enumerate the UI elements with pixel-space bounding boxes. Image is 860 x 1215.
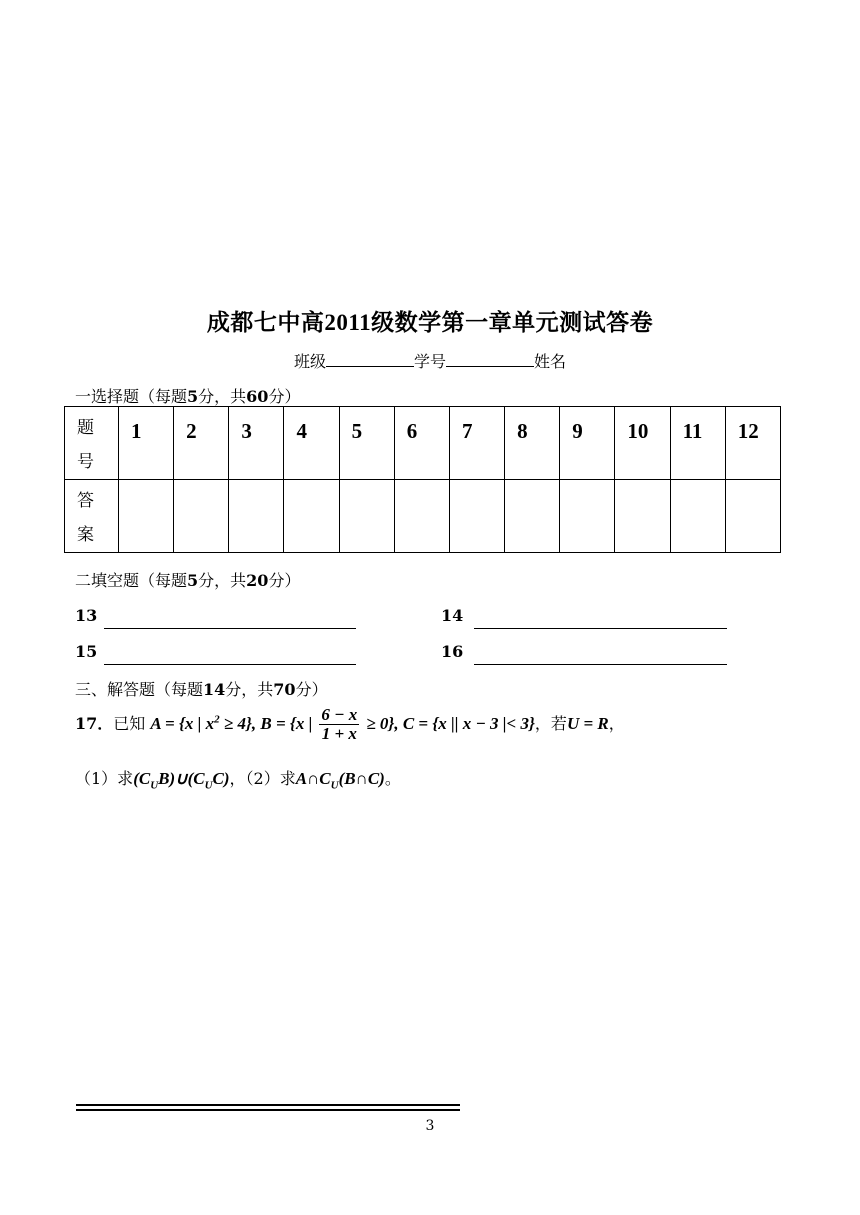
number-blank[interactable] (446, 352, 534, 367)
question-number-cell: 3 (229, 407, 284, 480)
question-17-number: 17． (75, 714, 114, 733)
row-head-number: 题 号 (65, 407, 119, 480)
question-number-cell: 12 (725, 407, 780, 480)
answer-cell[interactable] (229, 480, 284, 553)
number-label: 学号 (413, 352, 446, 371)
question-number-cell: 8 (505, 407, 560, 480)
question-number-row (65, 407, 781, 480)
question-number-cell: 11 (670, 407, 725, 480)
section-solve-heading: 三、解答题（每题14分，共70分） (75, 680, 328, 699)
answer-cell[interactable] (615, 480, 670, 553)
question-number-cell: 6 (394, 407, 449, 480)
answer-cell[interactable] (174, 480, 229, 553)
answer-cell[interactable] (284, 480, 339, 553)
page-title: 成都七中高2011级数学第一章单元测试答卷 (206, 310, 654, 335)
fill-blank-13[interactable] (104, 628, 356, 629)
fraction: $\frac{6 - x}{1 + x}$ (321, 705, 358, 743)
part2-expression: $A\cap C_U(B\cap C)$ (295, 769, 385, 792)
set-definitions: A = {x | $x^2 \ge 4$}, B = {x | (150, 713, 313, 733)
fill-blank-14[interactable] (474, 628, 727, 629)
fill-number-14: 14 (441, 606, 464, 625)
question-number-cell: 7 (449, 407, 504, 480)
footer-rule-top (76, 1104, 460, 1106)
question-number-cell: 10 (615, 407, 670, 480)
answer-row (65, 480, 781, 553)
fill-blank-16[interactable] (474, 664, 727, 665)
question-number-cell: 9 (560, 407, 615, 480)
answer-cell[interactable] (560, 480, 615, 553)
footer-rule-bottom (76, 1109, 460, 1111)
section-choice-heading: 一选择题（每题5分，共60分） (75, 387, 301, 406)
answer-cell[interactable] (119, 480, 174, 553)
student-info-line (0, 349, 860, 372)
fill-blank-15[interactable] (104, 664, 356, 665)
name-label: 姓名 (534, 352, 567, 371)
part1-expression: $(C_UB)\cup(C_UC)$ (133, 769, 230, 792)
answer-cell[interactable] (670, 480, 725, 553)
question-17: 17．已知 A = {x | $x^2 \ge 4$}, B = {x | $\frac{6 - x}{1 + x}$ ≥ 0}, C = {x || x − 3 |< 3}，若U = R， (75, 705, 625, 743)
fill-number-16: 16 (441, 642, 464, 661)
fill-number-15: 15 (75, 642, 98, 661)
section-fill-heading: 二填空题（每题5分，共20分） (75, 571, 301, 590)
answer-cell[interactable] (505, 480, 560, 553)
fill-number-13: 13 (75, 606, 98, 625)
question-number-cell: 1 (119, 407, 174, 480)
row-head-answer: 答 案 (65, 480, 119, 553)
answer-cell[interactable] (449, 480, 504, 553)
question-17-parts: （1）求$(C_UB)\cup(C_UC)$，（2）求$A\cap C_U(B\cap C)$。 (75, 769, 401, 792)
question-number-cell: 5 (339, 407, 394, 480)
answer-table (64, 406, 781, 553)
answer-cell[interactable] (339, 480, 394, 553)
answer-cell[interactable] (725, 480, 780, 553)
question-number-cell: 2 (174, 407, 229, 480)
page-number: 3 (425, 1118, 435, 1134)
answer-cell[interactable] (394, 480, 449, 553)
class-label: 班级 (293, 352, 326, 371)
question-number-cell: 4 (284, 407, 339, 480)
class-blank[interactable] (326, 352, 414, 367)
